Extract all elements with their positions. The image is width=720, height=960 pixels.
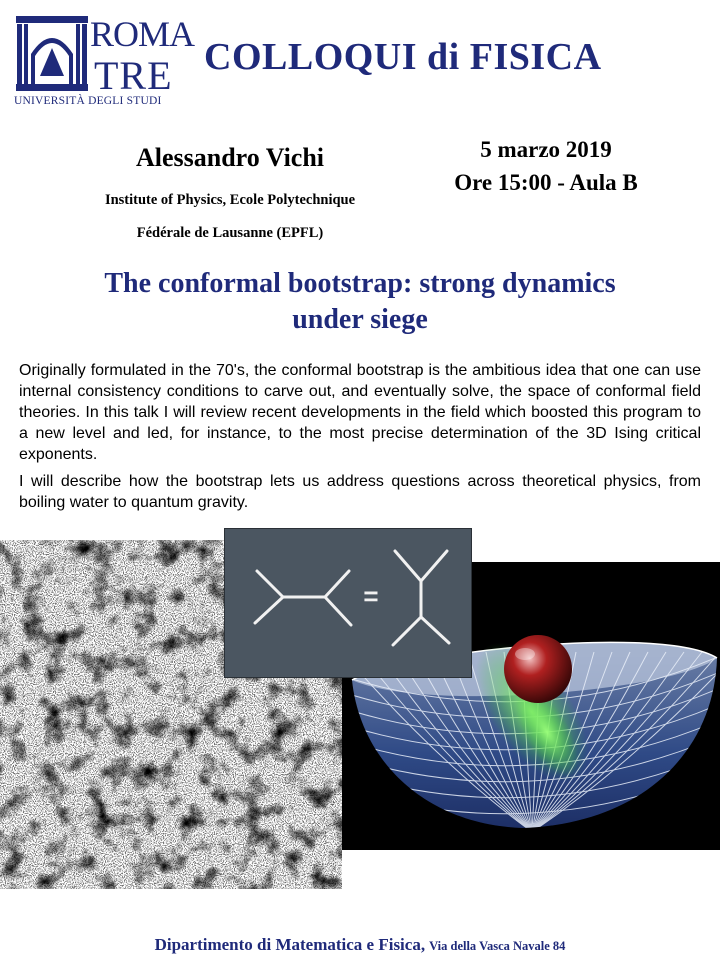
crossing-equation-graphic (225, 529, 472, 678)
footer-department: Dipartimento di Matematica e Fisica, (154, 935, 426, 954)
abstract (19, 360, 701, 513)
event-date: 5 marzo 2019 (480, 137, 612, 162)
speaker-affiliation-line2: Fédérale de Lausanne (EPFL) (136, 225, 324, 241)
event-time-room: Ore 15:00 - Aula B (454, 170, 638, 195)
speaker-name: Alessandro Vichi (135, 143, 325, 172)
talk-title (40, 266, 680, 338)
roma-tre-arch-icon (14, 14, 92, 94)
abstract-paragraph-2: I will describe how the bootstrap lets us address questions across theoretical physics, from boiling water to quantum gravity. (19, 473, 701, 511)
footer-address: Via della Vasca Navale 84 (429, 939, 566, 953)
logo-tre-text: TRE (94, 53, 173, 98)
speaker-affiliation-line1: Institute of Physics, Ecole Polytechnique (104, 192, 356, 208)
series-title: COLLOQUI di FISICA (204, 36, 602, 78)
crossing-equals-sign: = (363, 581, 379, 611)
talk-title-line2: under siege (292, 304, 428, 335)
blackboard-crossing-diagram (224, 528, 472, 678)
roma-tre-logo (14, 14, 195, 108)
footer (0, 936, 720, 954)
abstract-paragraph-1: Originally formulated in the 70's, the conformal bootstrap is the ambitious idea that one can use internal consistency conditions to carve out, and eventually solve, the space of conformal field theories. In this talk I will review recent developments in the field which boosted this program to a new level and led, for instance, to the most precise determination of the 3D Ising critical exponents. (19, 362, 701, 463)
logo-university-text: UNIVERSITÀ DEGLI STUDI (14, 95, 162, 107)
logo-roma-text: ROMA (90, 14, 195, 54)
talk-title-line1: The conformal bootstrap: strong dynamics (104, 268, 616, 299)
